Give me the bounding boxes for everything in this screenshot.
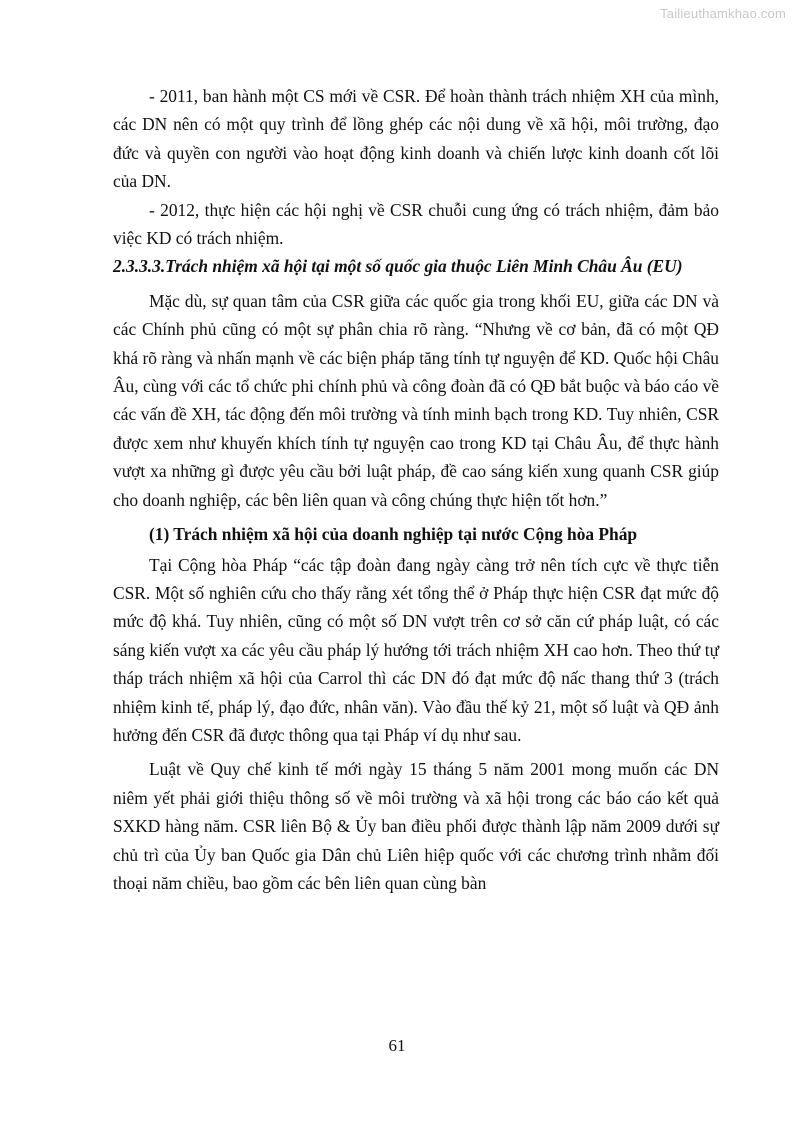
document-body [113,82,719,897]
page-number: 61 [388,1036,406,1055]
paragraph-eu-overview: Mặc dù, sự quan tâm của CSR giữa các quốc gia trong khối EU, giữa các DN và các Chính phủ cũng có một sự phân chia rõ ràng. “Nhưng về cơ bản, đã có một QĐ khá rõ ràng và nhấn mạnh về các biện pháp tăng tính tự nguyện để KD. Quốc hội Châu Âu, cùng với các tổ chức phi chính phủ và công đoàn đã có QĐ bắt buộc và báo cáo về các vấn đề XH, tác động đến môi trường và tính minh bạch trong KD. Tuy nhiên, CSR được xem như khuyến khích tính tự nguyện cao trong KD tại Châu Âu, để thực hành vượt xa những gì được yêu cầu bởi luật pháp, đề cao sáng kiến xung quanh CSR giúp cho doanh nghiệp, các bên liên quan và công chúng thực hiện tốt hơn.” [113,290,719,510]
paragraph-france-law: Luật về Quy chế kinh tế mới ngày 15 tháng 5 năm 2001 mong muốn các DN niêm yết phải giới thiệu thông số về môi trường và xã hội trong các báo cáo kết quả SXKD hàng năm. CSR liên Bộ & Ủy ban điều phối được thành lập năm 2009 dưới sự chủ trì của Ủy ban Quốc gia Dân chủ Liên hiệp quốc với các chương trình nhằm đối thoại năm chiều, bao gồm các bên liên quan cùng bàn [113,759,719,893]
watermark: Tailieuthamkhao.com [660,6,786,21]
paragraph-2012: - 2012, thực hiện các hội nghị về CSR chuỗi cung ứng có trách nhiệm, đảm bảo việc KD có trách nhiệm. [113,199,719,249]
subheading-france: (1) Trách nhiệm xã hội của doanh nghiệp tại nước Cộng hòa Pháp [149,524,638,545]
paragraph-2011: - 2011, ban hành một CS mới về CSR. Để hoàn thành trách nhiệm XH của mình, các DN nên có một quy trình để lồng ghép các nội dung về xã hội, môi trường, đạo đức và quyền con người vào hoạt động kinh doanh và chiến lược kinh doanh cốt lõi của DN. [113,86,719,192]
paragraph-france-csr: Tại Cộng hòa Pháp “các tập đoàn đang ngày càng trở nên tích cực về thực tiễn CSR. Một số nghiên cứu cho thấy rằng xét tổng thể ở Pháp thực hiện CSR đạt mức độ mức độ khá. Tuy nhiên, cũng có một số DN vượt trên cơ sở căn cứ pháp luật, có các sáng kiến vượt xa các yêu cầu pháp lý hướng tới trách nhiệm XH cao hơn. Theo thứ tự tháp trách nhiệm xã hội của Carrol thì các DN đó đạt mức độ nấc thang thứ 3 (trách nhiệm kinh tế, pháp lý, đạo đức, nhân văn). Vào đầu thế kỷ 21, một số luật và QĐ ảnh hưởng đến CSR đã được thông qua tại Pháp ví dụ như sau. [113,554,719,745]
section-heading-eu: 2.3.3.3.Trách nhiệm xã hội tại một số quốc gia thuộc Liên Minh Châu Âu (EU) [113,256,683,277]
